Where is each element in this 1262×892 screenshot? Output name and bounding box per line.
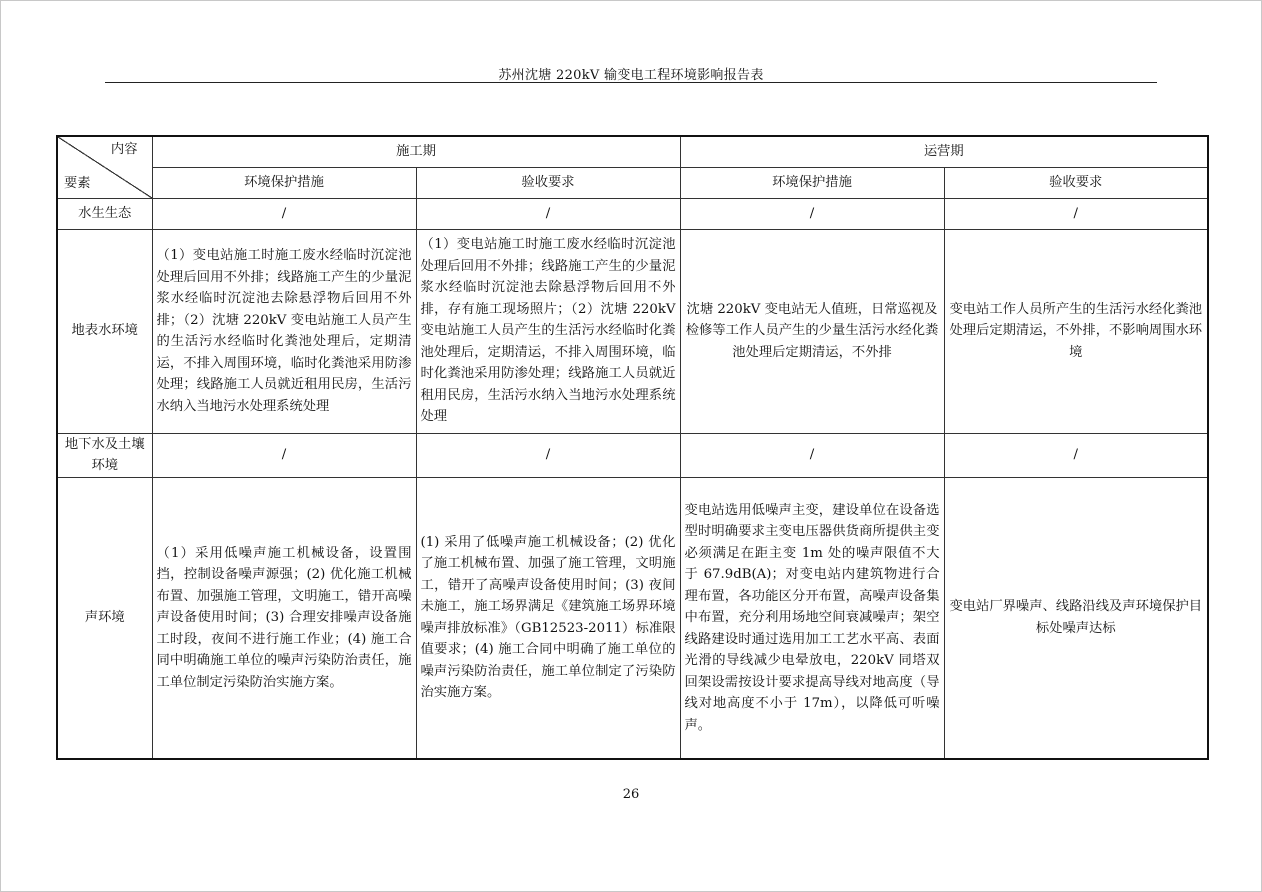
phase-construction-header: 施工期 [152, 136, 680, 167]
table-row [57, 198, 1208, 229]
table-header-row [57, 136, 1208, 167]
operation-acceptance-cell: 变电站厂界噪声、线路沿线及声环境保护目标处噪声达标 [944, 477, 1208, 759]
operation-acceptance-cell: 变电站工作人员所产生的生活污水经化粪池处理后定期清运，不外排，不影响周围水环境 [944, 229, 1208, 433]
corner-label-element: 要素 [64, 176, 91, 191]
table-subheader-row [57, 167, 1208, 198]
environmental-measures-table [56, 135, 1209, 760]
construction-measures-cell: （1）变电站施工时施工废水经临时沉淀池处理后回用不外排；线路施工产生的少量泥浆水经临时沉淀池去除悬浮物后回用不外排；（2）沈塘 220kV 变电站施工人员产生的生活污水经临时化粪池处理后，定期清运，不排入周围环境，临时化粪池采用防渗处理；线路施工人员就近租用民房，生活污水纳入当地污水处理系统处理 [152, 229, 416, 433]
operation-measures-cell: 沈塘 220kV 变电站无人值班，日常巡视及检修等工作人员产生的少量生活污水经化粪池处理后定期清运，不外排 [680, 229, 944, 433]
phase-operation-header: 运营期 [680, 136, 1208, 167]
corner-label-content: 内容 [110, 142, 138, 157]
construction-measures-cell: （1）采用低噪声施工机械设备，设置围挡，控制设备噪声源强；(2) 优化施工机械布置、加强施工管理，文明施工，错开高噪声设备使用时间；(3) 合理安排噪声设备施工时段，夜间不进行施工作业；(4) 施工合同中明确施工单位的噪声污染防治责任，施工单位制定污染防治实施方案。 [152, 477, 416, 759]
construction-acceptance-cell: (1) 采用了低噪声施工机械设备；(2) 优化了施工机械布置、加强了施工管理，文明施工，错开了高噪声设备使用时间；(3) 夜间未施工，施工场界满足《建筑施工场界环境噪声排放标准》（GB12523-2011）标准限值要求；(4) 施工合同中明确了施工单位的噪声污染防治责任，施工单位制定了污染防治实施方案。 [416, 477, 680, 759]
operation-measures-cell: / [680, 433, 944, 477]
construction-acceptance-header: 验收要求 [416, 167, 680, 198]
construction-acceptance-cell: （1）变电站施工时施工废水经临时沉淀池处理后回用不外排；线路施工产生的少量泥浆水经临时沉淀池去除悬浮物后回用不外排，存有施工现场照片；（2）沈塘 220kV 变电站施工人员产生的生活污水经临时化粪池处理后，定期清运，不排入周围环境，临时化粪池采用防渗处理；线路施工人员就近租用民房，生活污水纳入当地污水处理系统处理 [416, 229, 680, 433]
construction-acceptance-cell: / [416, 198, 680, 229]
row-element-label: 地下水及土壤环境 [57, 433, 152, 477]
operation-measures-cell: / [680, 198, 944, 229]
corner-diagonal-cell [57, 136, 152, 198]
row-element-label: 声环境 [57, 477, 152, 759]
operation-acceptance-cell: / [944, 198, 1208, 229]
operation-acceptance-header: 验收要求 [944, 167, 1208, 198]
row-element-label: 地表水环境 [57, 229, 152, 433]
header-rule [105, 82, 1157, 83]
construction-measures-cell: / [152, 198, 416, 229]
page-number: 26 [622, 787, 640, 802]
construction-acceptance-cell: / [416, 433, 680, 477]
table-row [57, 229, 1208, 433]
table-row [57, 433, 1208, 477]
table-row [57, 477, 1208, 759]
operation-measures-cell: 变电站选用低噪声主变，建设单位在设备选型时明确要求主变电压器供货商所提供主变必须满足在距主变 1m 处的噪声限值不大于 67.9dB(A)；对变电站内建筑物进行合理布置，各功能区分开布置，高噪声设备集中布置，充分利用场地空间衰减噪声；架空线路建设时通过选用加工工艺水平高、表面光滑的导线减少电晕放电，220kV 同塔双回架设需按设计要求提高导线对地高度（导线对地高度不小于 17m），以降低可听噪声。 [680, 477, 944, 759]
construction-measures-cell: / [152, 433, 416, 477]
operation-measures-header: 环境保护措施 [680, 167, 944, 198]
row-element-label: 水生生态 [57, 198, 152, 229]
operation-acceptance-cell: / [944, 433, 1208, 477]
document-header-title: 苏州沈塘 220kV 输变电工程环境影响报告表 [498, 68, 764, 83]
construction-measures-header: 环境保护措施 [152, 167, 416, 198]
